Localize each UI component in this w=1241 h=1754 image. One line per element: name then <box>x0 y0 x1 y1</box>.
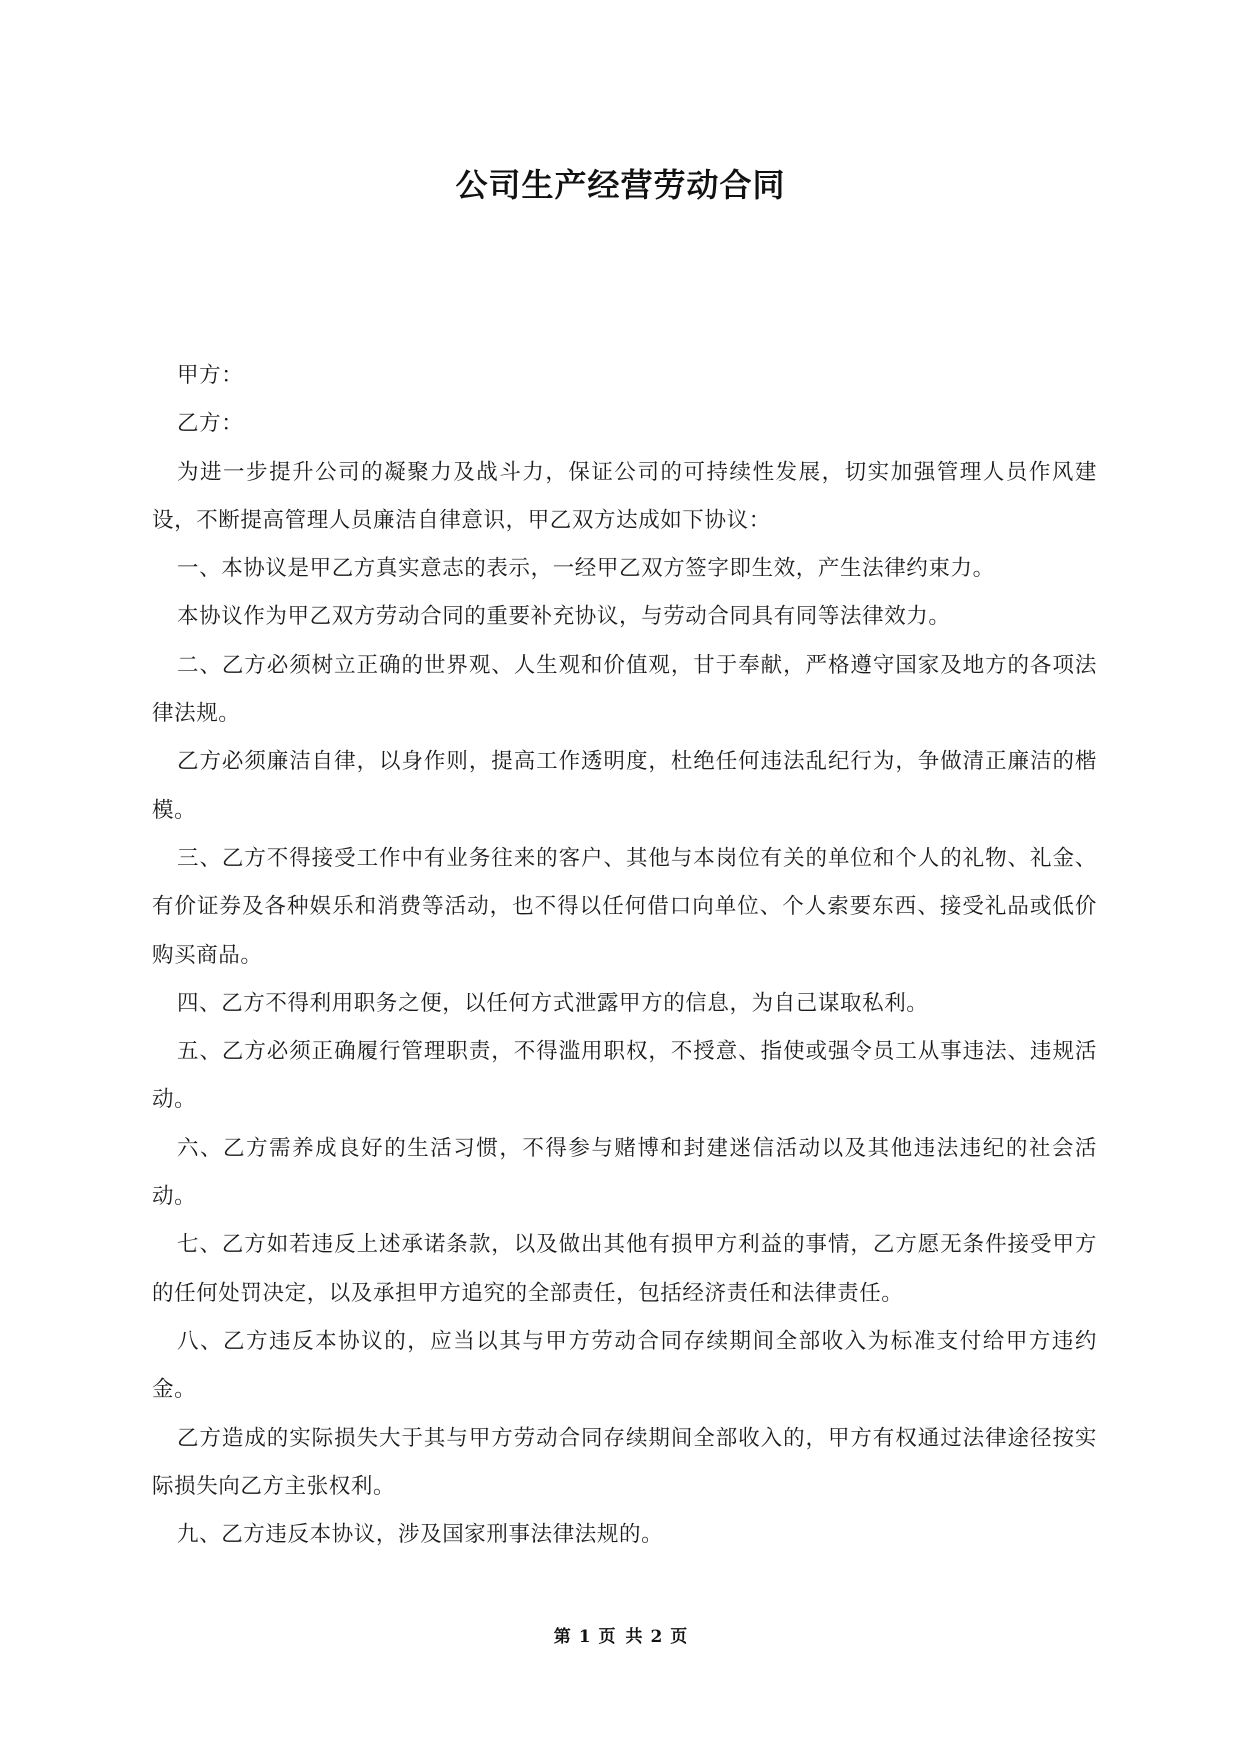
paragraph-party-b: 乙方： <box>177 411 244 437</box>
paragraph-clause-5: 五、乙方必须正确履行管理职责，不得滥用职权，不授意、指使或强令员工从事违法、违规活动。 <box>152 1039 1097 1113</box>
paragraph-clause-7: 七、乙方如若违反上述承诺条款，以及做出其他有损甲方利益的事情，乙方愿无条件接受甲方的任何处罚决定，以及承担甲方追究的全部责任，包括经济责任和法律责任。 <box>152 1232 1097 1306</box>
paragraph-clause-1: 一、本协议是甲乙方真实意志的表示，一经甲乙双方签字即生效，产生法律约束力。 <box>177 556 995 582</box>
paragraph-clause-6: 六、乙方需养成良好的生活习惯，不得参与赌博和封建迷信活动以及其他违法违纪的社会活动。 <box>152 1135 1097 1210</box>
paragraph-clause-1-supplement: 本协议作为甲乙双方劳动合同的重要补充协议，与劳动合同具有同等法律效力。 <box>177 604 951 630</box>
page-prefix: 第 <box>553 1627 571 1647</box>
page-current: 1 <box>578 1627 591 1647</box>
document-title: 公司生产经营劳动合同 <box>455 166 786 204</box>
page-number-footer <box>0 1622 1241 1647</box>
page-suffix: 页 <box>670 1627 688 1647</box>
paragraph-party-a: 甲方： <box>177 363 244 388</box>
paragraph-preamble: 为进一步提升公司的凝聚力及战斗力，保证公司的可持续性发展，切实加强管理人员作风建设，不断提高管理人员廉洁自律意识，甲乙双方达成如下协议： <box>152 459 1097 533</box>
paragraph-clause-2: 二、乙方必须树立正确的世界观、人生观和价值观，甘于奉献，严格遵守国家及地方的各项法律法规。 <box>152 652 1097 727</box>
document-body <box>152 352 1097 1559</box>
paragraph-clause-8-supplement: 乙方造成的实际损失大于其与甲方劳动合同存续期间全部收入的，甲方有权通过法律途径按实际损失向乙方主张权利。 <box>152 1425 1097 1499</box>
page-mid: 页 共 <box>598 1627 643 1647</box>
paragraph-clause-9: 九、乙方违反本协议，涉及国家刑事法律法规的。 <box>177 1522 664 1548</box>
paragraph-clause-2-supplement: 乙方必须廉洁自律，以身作则，提高工作透明度，杜绝任何违法乱纪行为，争做清正廉洁的楷模。 <box>152 749 1097 823</box>
paragraph-clause-8: 八、乙方违反本协议的，应当以其与甲方劳动合同存续期间全部收入为标准支付给甲方违约金。 <box>152 1328 1097 1403</box>
page-total: 2 <box>650 1627 663 1647</box>
paragraph-clause-3: 三、乙方不得接受工作中有业务往来的客户、其他与本岗位有关的单位和个人的礼物、礼金、有价证券及各种娱乐和消费等活动，也不得以任何借口向单位、个人索要东西、接受礼品或低价购买商品。 <box>152 845 1097 968</box>
paragraph-clause-4: 四、乙方不得利用职务之便，以任何方式泄露甲方的信息，为自己谋取私利。 <box>177 990 929 1016</box>
